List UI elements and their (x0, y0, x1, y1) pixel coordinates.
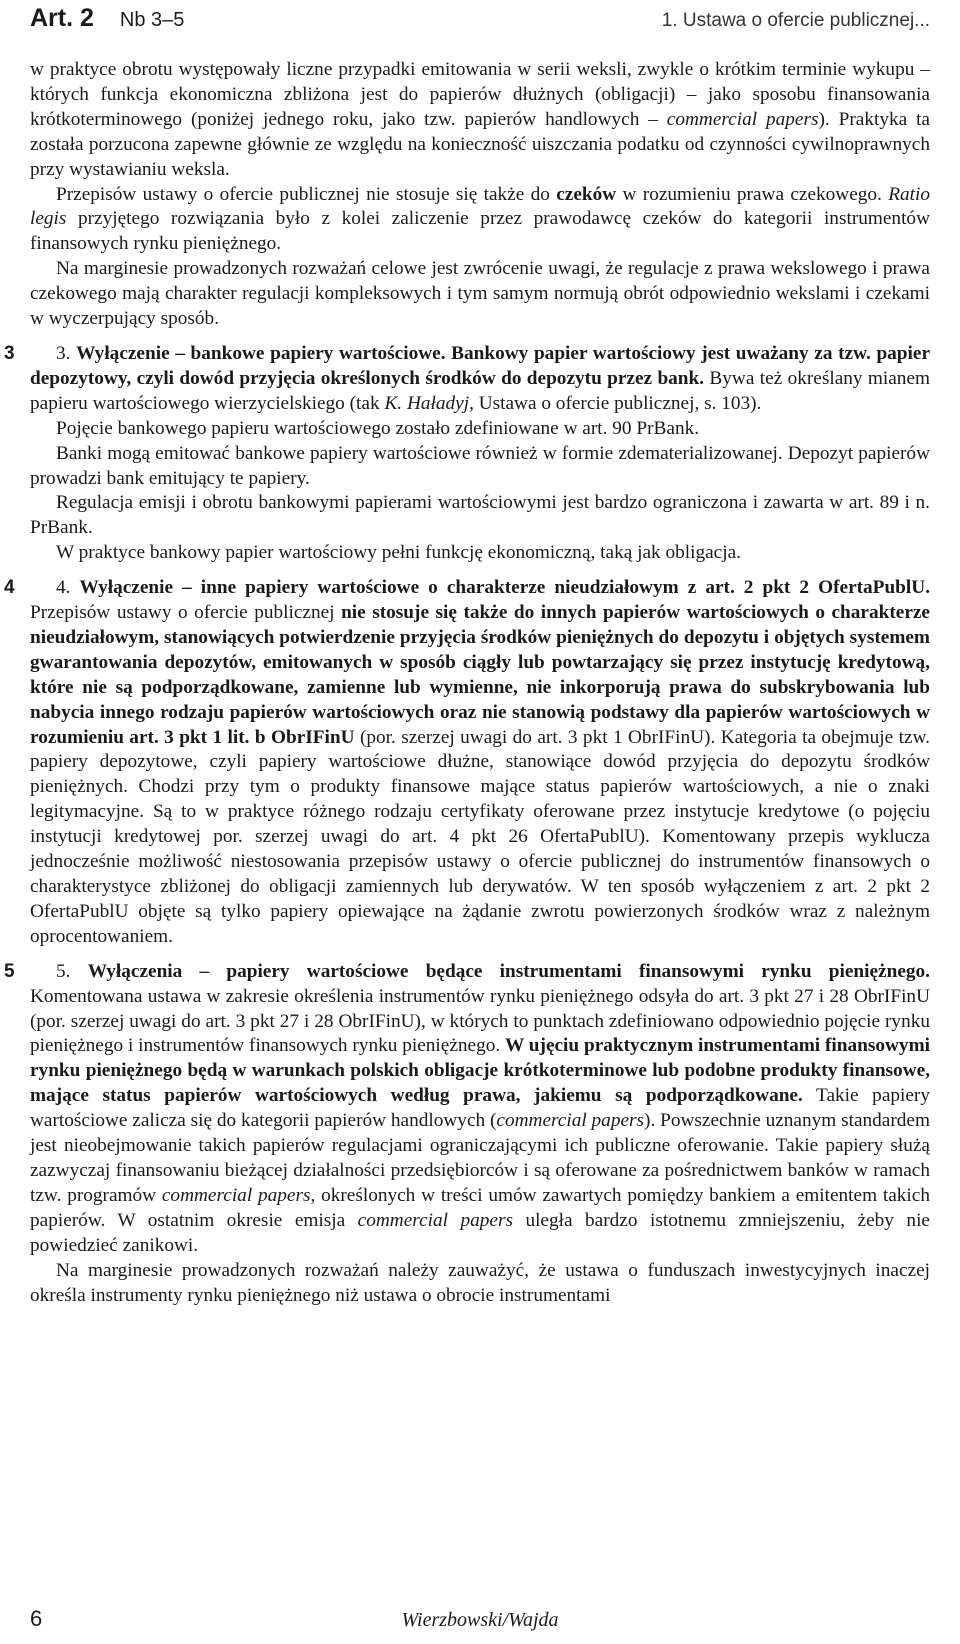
section-3-bankowe-papiery: 3 3. Wyłączenie – bankowe papiery wartościowe. Bankowy papier wartościowy jest uważany za tzw. papier depozytowy, czyli dowód przyjęcia określonych środków do depozytu przez bank. Bywa też określany mianem papieru wartościowego wierzycielskiego (tak K. Haładyj, Ustawa o ofercie publicznej, s. 103). (4, 342, 930, 414)
margin-number-4: 4 (4, 577, 15, 599)
paragraph-weksle-continued: w praktyce obrotu występowały liczne przypadki emitowania w serii weksli, zwykle o krótkim terminie wykupu – których funkcja ekonomiczna zbliżona jest do papierów dłużnych (obligacji) – jako sposobu finansowania krótkoterminowego (poniżej jednego roku, jako tzw. papierów handlowych – commercial papers). Praktyka ta została porzucona zapewne głównie ze względu na konieczność uiszczania podatku od czynności cywilnoprawnych przy wystawianiu weksla. (30, 59, 930, 180)
page-number: 6 (30, 1606, 43, 1631)
header-article: Art. 2 (30, 4, 94, 32)
section-5-rynek-pieniezny: 5 5. Wyłączenia – papiery wartościowe będące instrumentami finansowymi rynku pieniężnego. Komentowana ustawa w zakresie określenia instrumentów rynku pieniężnego odsyła do art. 3 pkt 27 i 28 ObrIFinU (por. szerzej uwagi do art. 3 pkt 27 i 28 ObrIFinU), w których to punktach zdefiniowano odpowiednio pojęcie rynku pieniężnego i instrumentów finansowych rynku pieniężnego. W ujęciu praktycznym instrumentami finansowymi rynku pieniężnego będą w warunkach polskich obligacje krótkoterminowe lub podobne produkty finansowe, mające status papierów wartościowych według prawa, jakiemu są podporządkowane. Takie papiery wartościowe zalicza się do kategorii papierów handlowych (commercial papers). Powszechnie uznanym standardem jest nieobejmowanie takich papierów regulacjami ograniczającymi ich publiczne oferowanie. Takie papiery służą zazwyczaj finansowaniu bieżącej działalności przedsiębiorców i są oferowane za pośrednictwem banków w ramach tzw. programów commercial papers, określonych w treści umów zawartych pomiędzy bankiem a emitentem takich papierów. W ostatnim okresie emisja commercial papers uległa bardzo istotnemu zmniejszeniu, żeby nie powiedzieć zanikowi. (4, 960, 931, 1256)
paragraph-banki-emitowac: Banki mogą emitować bankowe papiery wartościowe również w formie zdematerializowanej. Depozyt papierów prowadzi bank emitujący te papiery. (30, 442, 930, 489)
margin-number-5: 5 (4, 960, 15, 982)
page-footer (30, 1606, 930, 1636)
header-running-title: 1. Ustawa o ofercie publicznej... (661, 10, 930, 31)
paragraph-regulacja-emisji: Regulacja emisji i obrotu bankowymi papierami wartościowymi jest bardzo ograniczona i zawarta w art. 89 i n. PrBank. (30, 492, 930, 539)
margin-number-3: 3 (4, 342, 15, 364)
footer-authors: Wierzbowski/Wajda (401, 1609, 559, 1631)
paragraph-marginesie-fundusze: Na marginesie prowadzonych rozważań należy zauważyć, że ustawa o funduszach inwestycyjnych inaczej określa instrumenty rynku pieniężnego niż ustawa o obrocie instrumentami (30, 1259, 930, 1306)
paragraph-w-praktyce-bankowy: W praktyce bankowy papier wartościowy pełni funkcję ekonomiczną, taką jak obligacja. (56, 542, 741, 564)
running-header (30, 4, 930, 34)
paragraph-czeki: Przepisów ustawy o ofercie publicznej nie stosuje się także do czeków w rozumieniu prawa czekowego. Ratio legis przyjętego rozwiązania było z kolei zaliczenie przez prawodawcę czeków do kategorii instrumentów finansowych rynku pieniężnego. (30, 183, 930, 255)
body-text (4, 58, 931, 1308)
header-margin-numbers: Nb 3–5 (119, 9, 185, 31)
paragraph-marginesie-weksle: Na marginesie prowadzonych rozważań celowe jest zwrócenie uwagi, że regulacje z prawa wekslowego i prawa czekowego mają charakter regulacji kompleksowych i tym samym normują obrót odpowiednio wekslami i czekami w wyczerpujący sposób. (30, 258, 930, 330)
section-4-inne-papiery: 4 4. Wyłączenie – inne papiery wartościowe o charakterze nieudziałowym z art. 2 pkt 2 OfertaPublU. Przepisów ustawy o ofercie publicznej nie stosuje się także do innych papierów wartościowych o charakterze nieudziałowym, stanowiących potwierdzenie przyjęcia środków pieniężnych do depozytu i objętych systemem gwarantowania depozytów, emitowanych w sposób ciągły lub powtarzający się przez instytucję kredytową, które nie są podporządkowane, zamienne lub wymienne, nie inkorporują prawa do subskrybowania lub nabycia innego rodzaju papierów wartościowych oraz nie stanowią podstawy dla papierów wartościowych w rozumieniu art. 3 pkt 1 lit. b ObrIFinU (por. szerzej uwagi do art. 3 pkt 1 ObrIFinU). Kategoria ta obejmuje tzw. papiery depozytowe, czyli papiery wartościowe dłużne, stanowiące dowód przyjęcia do depozytu środków pieniężnych. Chodzi przy tym o produkty finansowe mające status papierów wartościowych, a nie o znaki legitymacyjne. Są to w praktyce różnego rodzaju certyfikaty oferowane przez instytucje kredytowe (o pojęciu instytucji kredytowej por. szerzej uwagi do art. 4 pkt 26 OfertaPublU). Komentowany przepis wyklucza jednocześnie możliwość niestosowania przepisów ustawy o ofercie publicznej do instrumentów finansowych o charakterystyce zbliżonej do obligacji zamiennych lub derywatów. W ten sposób wyłączeniem z art. 2 pkt 2 OfertaPublU objęte są tylko papiery opiewające na żądanie zwrotu powierzonych środków wraz z należnym oprocentowaniem. (4, 577, 931, 947)
paragraph-pojecie: Pojęcie bankowego papieru wartościowego zostało zdefiniowane w art. 90 PrBank. (56, 417, 700, 439)
